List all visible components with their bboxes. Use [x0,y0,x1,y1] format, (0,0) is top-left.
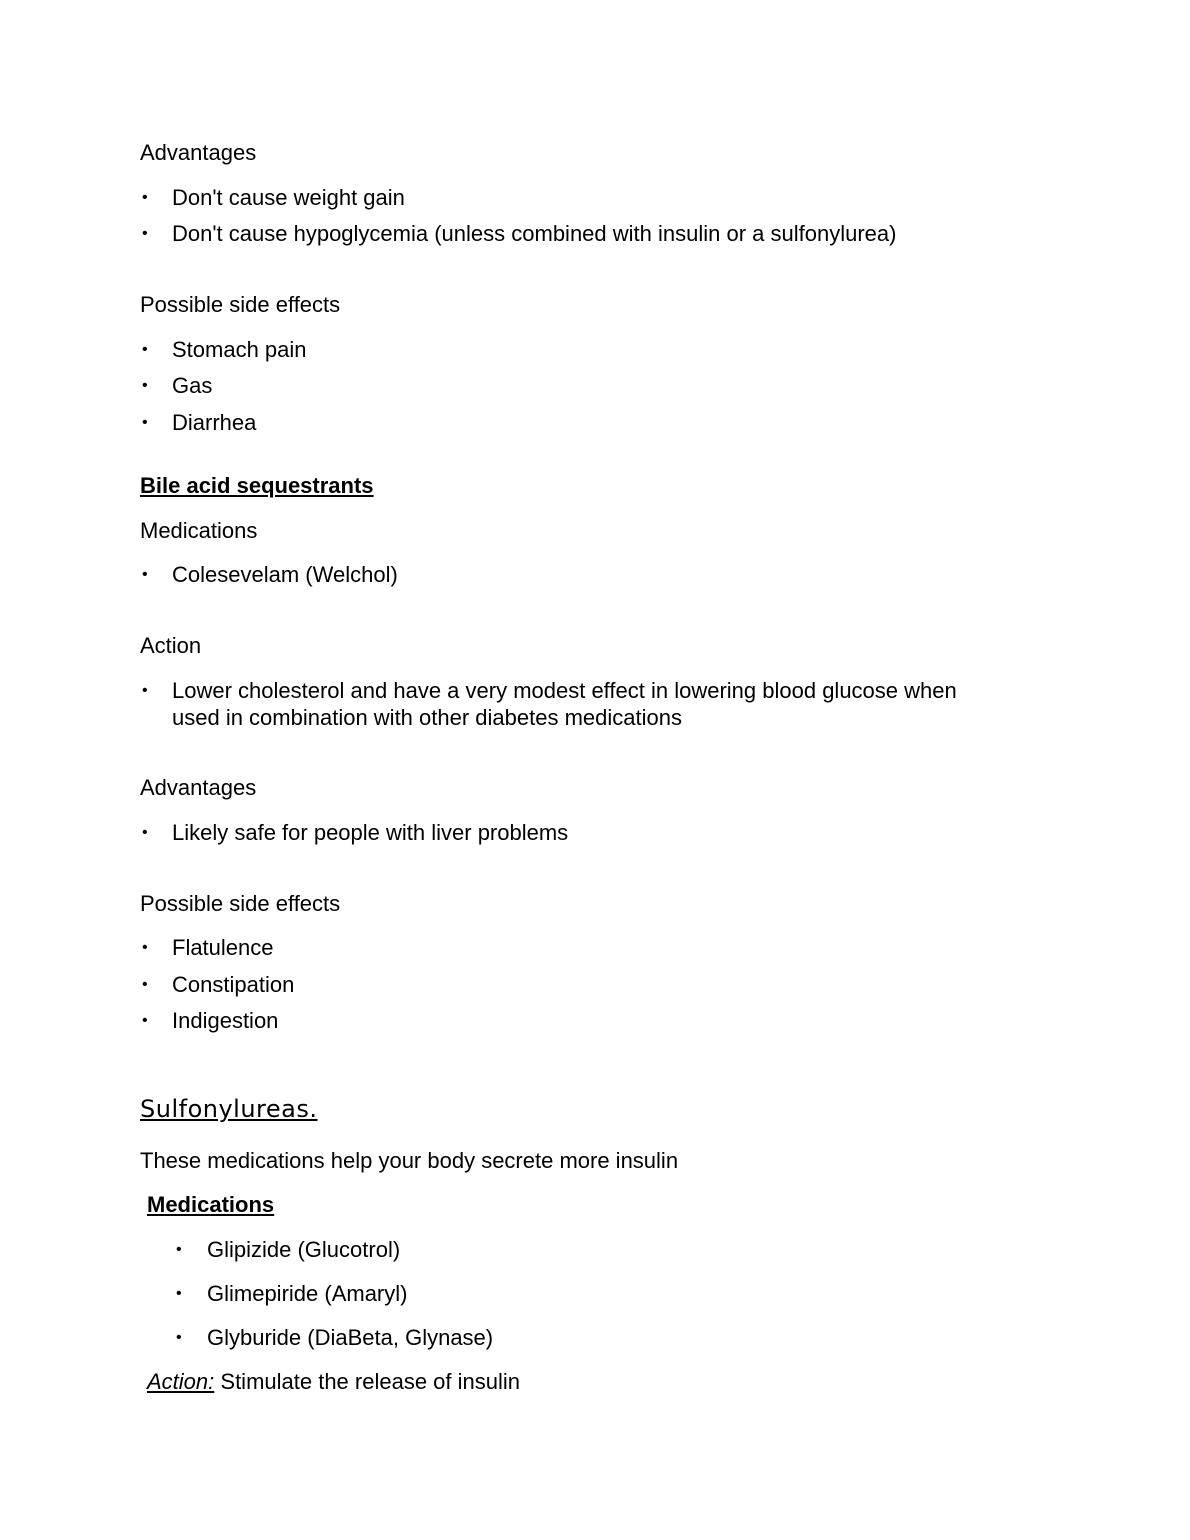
list-item: Stomach pain [172,337,307,362]
intro-text: These medications help your body secrete more insulin [140,1148,679,1173]
list-item-continuation: used in combination with other diabetes medications [172,705,682,730]
list-item: Don't cause weight gain [172,185,405,210]
action-line [147,1369,520,1395]
bullet-icon: • [142,824,148,841]
bullet-icon: • [176,1329,182,1346]
list-item: Colesevelam (Welchol) [172,562,398,587]
bullet-icon: • [142,1012,148,1029]
bullet-icon: • [142,377,148,394]
action-label: Action: [147,1369,215,1394]
list-item: Glimepiride (Amaryl) [207,1281,408,1306]
side-effects-label: Possible side effects [140,292,341,317]
list-item: Lower cholesterol and have a very modest effect in lowering blood glucose when [172,678,957,703]
list-item: Glyburide (DiaBeta, Glynase) [207,1325,494,1350]
action-label: Action [140,633,202,658]
list-item: Don't cause hypoglycemia (unless combined with insulin or a sulfonylurea) [172,221,897,246]
bullet-icon: • [142,225,148,242]
list-item: Likely safe for people with liver problems [172,820,569,845]
bullet-icon: • [142,976,148,993]
side-effects-label: Possible side effects [140,891,341,916]
section-heading: Bile acid sequestrants [140,473,374,498]
advantages-label: Advantages [140,775,257,800]
bullet-icon: • [176,1241,182,1258]
list-item: Indigestion [172,1008,279,1033]
bullet-icon: • [176,1285,182,1302]
bullet-icon: • [142,341,148,358]
list-item: Gas [172,373,213,398]
advantages-label: Advantages [140,140,257,165]
list-item: Constipation [172,972,295,997]
medications-label: Medications [140,518,258,543]
bullet-icon: • [142,939,148,956]
bullet-icon: • [142,189,148,206]
bullet-icon: • [142,566,148,583]
bullet-icon: • [142,414,148,431]
list-item: Diarrhea [172,410,257,435]
action-text: Stimulate the release of insulin [220,1369,521,1394]
list-item: Glipizide (Glucotrol) [207,1237,401,1262]
medications-label: Medications [147,1192,275,1217]
list-item: Flatulence [172,935,274,960]
bullet-icon: • [142,682,148,699]
section-heading: Sulfonylureas. [140,1095,318,1123]
